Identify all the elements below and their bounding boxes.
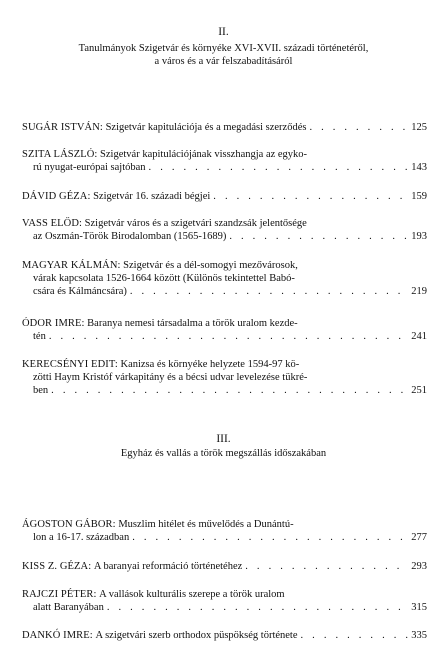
toc-entry-line xyxy=(22,148,427,161)
toc-entry-author: RAJCZI PÉTER: xyxy=(22,589,97,600)
toc-leader-dots xyxy=(245,560,408,573)
toc-leader-dots xyxy=(309,121,408,134)
toc-entry-author: KISS Z. GÉZA: xyxy=(22,561,92,572)
toc-entry-line xyxy=(22,272,427,285)
toc-entry-author: ÓDOR IMRE: xyxy=(22,318,85,329)
toc-entry-title: Kanizsa és környéke helyzete 1594-97 kö- xyxy=(120,359,300,370)
section-title xyxy=(0,447,447,460)
toc-entry-title: ben xyxy=(33,385,49,396)
toc-leader-dots xyxy=(130,285,408,298)
toc-entry-author: DÁVID GÉZA: xyxy=(22,191,91,202)
toc-entry-title: Szigetvár és a dél-somogyi mezővárosok, xyxy=(123,260,298,271)
toc-leader-dots xyxy=(51,384,408,397)
toc-entry-author: DANKÓ IMRE: xyxy=(22,630,93,641)
toc-page-number: 251 xyxy=(411,385,427,396)
toc-entry-line xyxy=(22,384,427,397)
toc-entry-line xyxy=(22,161,427,174)
toc-entry-author: ÁGOSTON GÁBOR: xyxy=(22,519,116,530)
toc-entry[interactable] xyxy=(22,560,427,573)
toc-page-number: 219 xyxy=(411,286,427,297)
toc-leader-dots xyxy=(229,230,408,243)
toc-entry-line xyxy=(22,217,427,230)
toc-entry-line xyxy=(22,230,427,243)
toc-page-number: 143 xyxy=(411,162,427,173)
toc-entry-author: KERECSÉNYI EDIT: xyxy=(22,359,118,370)
toc-entry[interactable] xyxy=(22,148,427,174)
toc-entry-title: alatt Baranyában xyxy=(33,602,104,613)
toc-entry[interactable] xyxy=(22,217,427,243)
toc-entry-line xyxy=(22,285,427,298)
section-title-line: Egyház és vallás a török megszállás időszakában xyxy=(120,448,327,459)
toc-entry-title: várak kapcsolata 1526-1664 között (Különös tekintettel Babó- xyxy=(33,273,295,284)
toc-entry-title: Szigetvár város és a szigetvári szandzsák jelentősége xyxy=(84,218,307,229)
toc-entry-title: rú nyugat-európai sajtóban xyxy=(33,162,146,173)
section-number: II. xyxy=(218,26,229,38)
toc-page-number: 335 xyxy=(411,630,427,641)
toc-page-number: 125 xyxy=(411,122,427,133)
toc-entry-title: csára és Kálmáncsára) xyxy=(33,286,127,297)
toc-entry-line xyxy=(22,588,427,601)
toc-entry-title: Szigetvár kapitulációja és a megadási szerződés xyxy=(105,122,307,133)
toc-entry[interactable] xyxy=(22,259,427,298)
toc-page-number: 277 xyxy=(411,532,427,543)
toc-leader-dots xyxy=(213,190,408,203)
toc-entry-title: lon a 16-17. században xyxy=(33,532,130,543)
toc-entry-title: Muszlim hitélet és művelődés a Dunántú- xyxy=(118,519,294,530)
toc-entry-line xyxy=(22,560,427,573)
section-title xyxy=(0,42,447,68)
toc-entry-title: tén xyxy=(33,331,46,342)
toc-entry-title: zötti Haym Kristóf várkapitány és a bécsi udvar levelezése tükré- xyxy=(33,372,308,383)
toc-entry[interactable] xyxy=(22,518,427,544)
toc-entry-title: A szigetvári szerb orthodox püspökség története xyxy=(95,630,298,641)
toc-entry-line xyxy=(22,121,427,134)
toc-page-number: 193 xyxy=(411,231,427,242)
toc-entry-line xyxy=(22,531,427,544)
toc-page-number: 315 xyxy=(411,602,427,613)
toc-entry[interactable] xyxy=(22,588,427,614)
toc-entry-author: SZITA LÁSZLÓ: xyxy=(22,149,98,160)
toc-entry-line xyxy=(22,629,427,642)
toc-entry-title: A vallások kulturális szerepe a török uralom xyxy=(99,589,285,600)
toc-leader-dots xyxy=(107,601,408,614)
toc-entry-title: Szigetvár kapitulációjának visszhangja az egyko- xyxy=(100,149,308,160)
toc-page-number: 293 xyxy=(411,561,427,572)
toc-entry[interactable] xyxy=(22,358,427,397)
toc-entry-author: SUGÁR ISTVÁN: xyxy=(22,122,103,133)
toc-entry[interactable] xyxy=(22,121,427,134)
toc-entry-line xyxy=(22,518,427,531)
section-title-line: Tanulmányok Szigetvár és környéke XVI-XVII. századi történetéről, xyxy=(78,43,369,54)
toc-entry-line xyxy=(22,358,427,371)
toc-entry-line xyxy=(22,259,427,272)
toc-leader-dots xyxy=(149,161,409,174)
toc-page-number: 241 xyxy=(411,331,427,342)
toc-entry[interactable] xyxy=(22,317,427,343)
toc-page-number: 159 xyxy=(411,191,427,202)
toc-entry-title: Szigetvár 16. századi bégjei xyxy=(93,191,211,202)
toc-leader-dots xyxy=(132,531,408,544)
toc-entry-line xyxy=(22,330,427,343)
toc-entry[interactable] xyxy=(22,190,427,203)
toc-entry-line xyxy=(22,371,427,384)
toc-entry-title: Baranya nemesi társadalma a török uralom kezde- xyxy=(87,318,298,329)
toc-entry-title: az Oszmán-Török Birodalomban (1565-1689) xyxy=(33,231,227,242)
toc-entry[interactable] xyxy=(22,629,427,642)
section-number: III. xyxy=(216,433,231,445)
toc-entry-title: A baranyai reformáció történetéhez xyxy=(93,561,243,572)
toc-entry-line xyxy=(22,601,427,614)
toc-entry-author: VASS ELŐD: xyxy=(22,218,83,229)
toc-entry-author: MAGYAR KÁLMÁN: xyxy=(22,260,121,271)
toc-entry-line xyxy=(22,190,427,203)
section-title-line: a város és a vár felszabadításáról xyxy=(154,56,293,67)
toc-leader-dots xyxy=(301,629,409,642)
toc-leader-dots xyxy=(49,330,408,343)
toc-entry-line xyxy=(22,317,427,330)
